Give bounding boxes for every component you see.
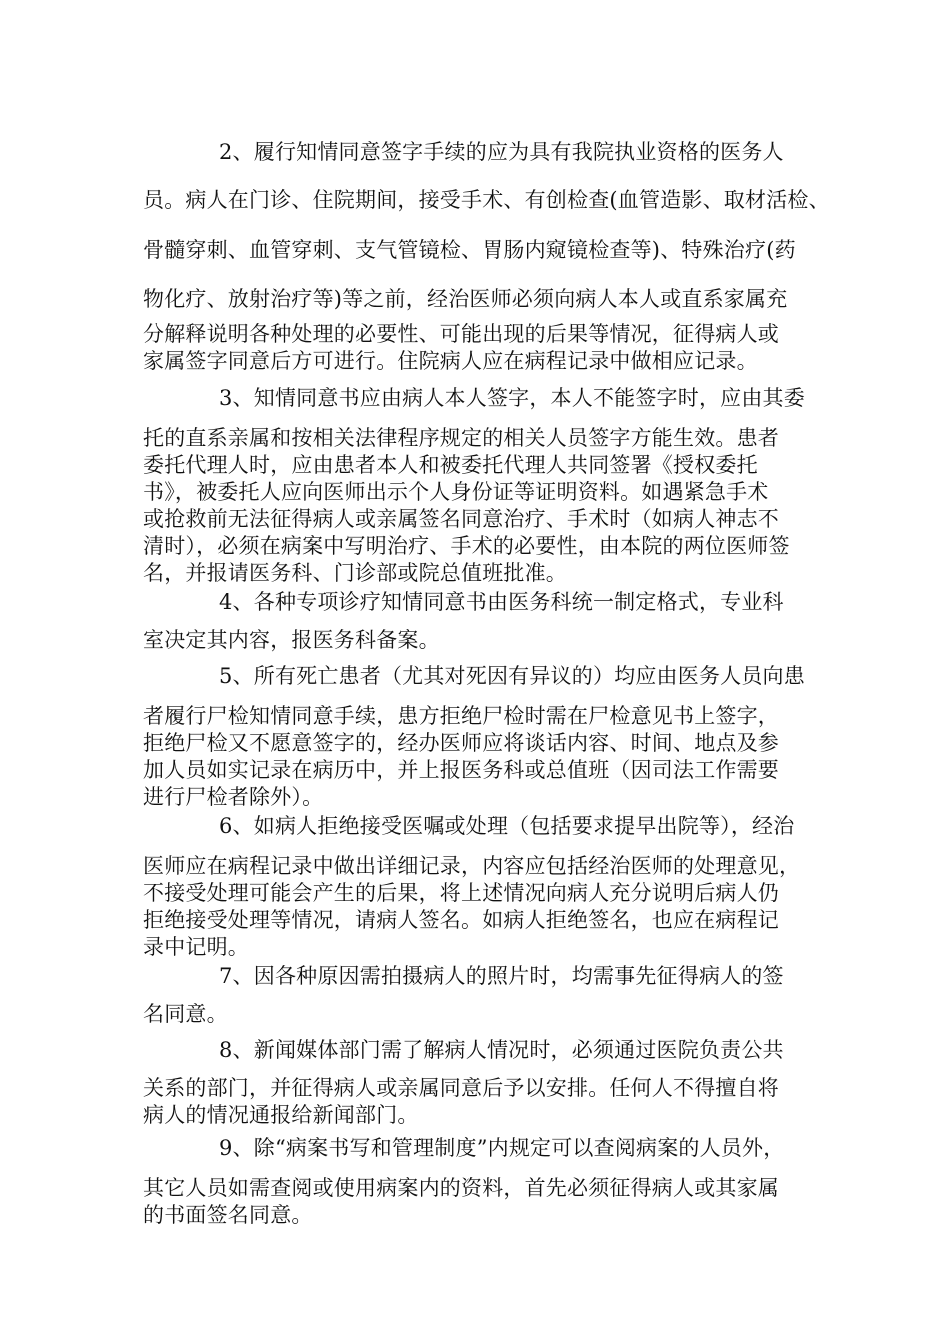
text-line: 名同意。 <box>143 1002 228 1026</box>
text-line: 托的直系亲属和按相关法律程序规定的相关人员签字方能生效。患者 <box>143 426 779 450</box>
text-line: 关系的部门，并征得病人或亲属同意后予以安排。任何人不得擅自将 <box>143 1076 779 1100</box>
text-line: 8、新闻媒体部门需了解病人情况时，必须通过医院负责公共 <box>219 1038 784 1062</box>
text-line: 者履行尸检知情同意手续，患方拒绝尸检时需在尸检意见书上签字， <box>143 704 779 728</box>
text-line: 9、除“病案书写和管理制度”内规定可以查阅病案的人员外， <box>219 1136 785 1160</box>
text-line: 病人的情况通报给新闻部门。 <box>143 1103 419 1127</box>
text-line: 加人员如实记录在病历中，并上报医务科或总值班（因司法工作需要 <box>143 758 779 782</box>
text-line: 拒绝接受处理等情况，请病人签名。如病人拒绝签名，也应在病程记 <box>143 908 779 932</box>
text-line: 2、履行知情同意签字手续的应为具有我院执业资格的医务人 <box>219 140 784 164</box>
text-line: 6、如病人拒绝接受医嘱或处理（包括要求提早出院等），经治 <box>219 814 795 838</box>
text-line: 进行尸检者除外）。 <box>143 785 324 809</box>
text-line: 不接受处理可能会产生的后果，将上述情况向病人充分说明后病人仍 <box>143 881 779 905</box>
text-line: 室决定其内容，报医务科备案。 <box>143 628 440 652</box>
text-line: 拒绝尸检又不愿意签字的，经办医师应将谈话内容、时间、地点及参 <box>143 731 779 755</box>
text-line: 医师应在病程记录中做出详细记录，内容应包括经治医师的处理意见， <box>143 854 801 878</box>
text-line: 3、知情同意书应由病人本人签字，本人不能签字时，应由其委 <box>219 386 805 410</box>
text-line: 清时），必须在病案中写明治疗、手术的必要性，由本院的两位医师签 <box>143 534 790 558</box>
text-line: 员。病人在门诊、住院期间，接受手术、有创检查(血管造影、取材活检、 <box>143 188 830 212</box>
text-line: 家属签字同意后方可进行。住院病人应在病程记录中做相应记录。 <box>143 349 758 373</box>
text-line: 录中记明。 <box>143 935 249 959</box>
text-line: 书》，被委托人应向医师出示个人身份证等证明资料。如遇紧急手术 <box>143 480 769 504</box>
text-line: 5、所有死亡患者（尤其对死因有异议的）均应由医务人员向患 <box>219 664 805 688</box>
text-line: 名，并报请医务科、门诊部或院总值班批准。 <box>143 561 567 585</box>
text-line: 物化疗、放射治疗等)等之前，经治医师必须向病人本人或直系家属充 <box>143 287 788 311</box>
text-line: 骨髓穿刺、血管穿刺、支气管镜检、胃肠内窥镜检查等)、特殊治疗(药 <box>143 238 796 262</box>
text-line: 或抢救前无法征得病人或亲属签名同意治疗、手术时（如病人神志不 <box>143 507 779 531</box>
text-line: 4、各种专项诊疗知情同意书由医务科统一制定格式，专业科 <box>219 590 784 614</box>
text-line: 的书面签名同意。 <box>143 1203 313 1227</box>
text-line: 分解释说明各种处理的必要性、可能出现的后果等情况，征得病人或 <box>143 322 779 346</box>
text-line: 委托代理人时，应由患者本人和被委托代理人共同签署《授权委托 <box>143 453 758 477</box>
text-line: 7、因各种原因需拍摄病人的照片时，均需事先征得病人的签 <box>219 964 784 988</box>
text-line: 其它人员如需查阅或使用病案内的资料，首先必须征得病人或其家属 <box>143 1176 779 1200</box>
